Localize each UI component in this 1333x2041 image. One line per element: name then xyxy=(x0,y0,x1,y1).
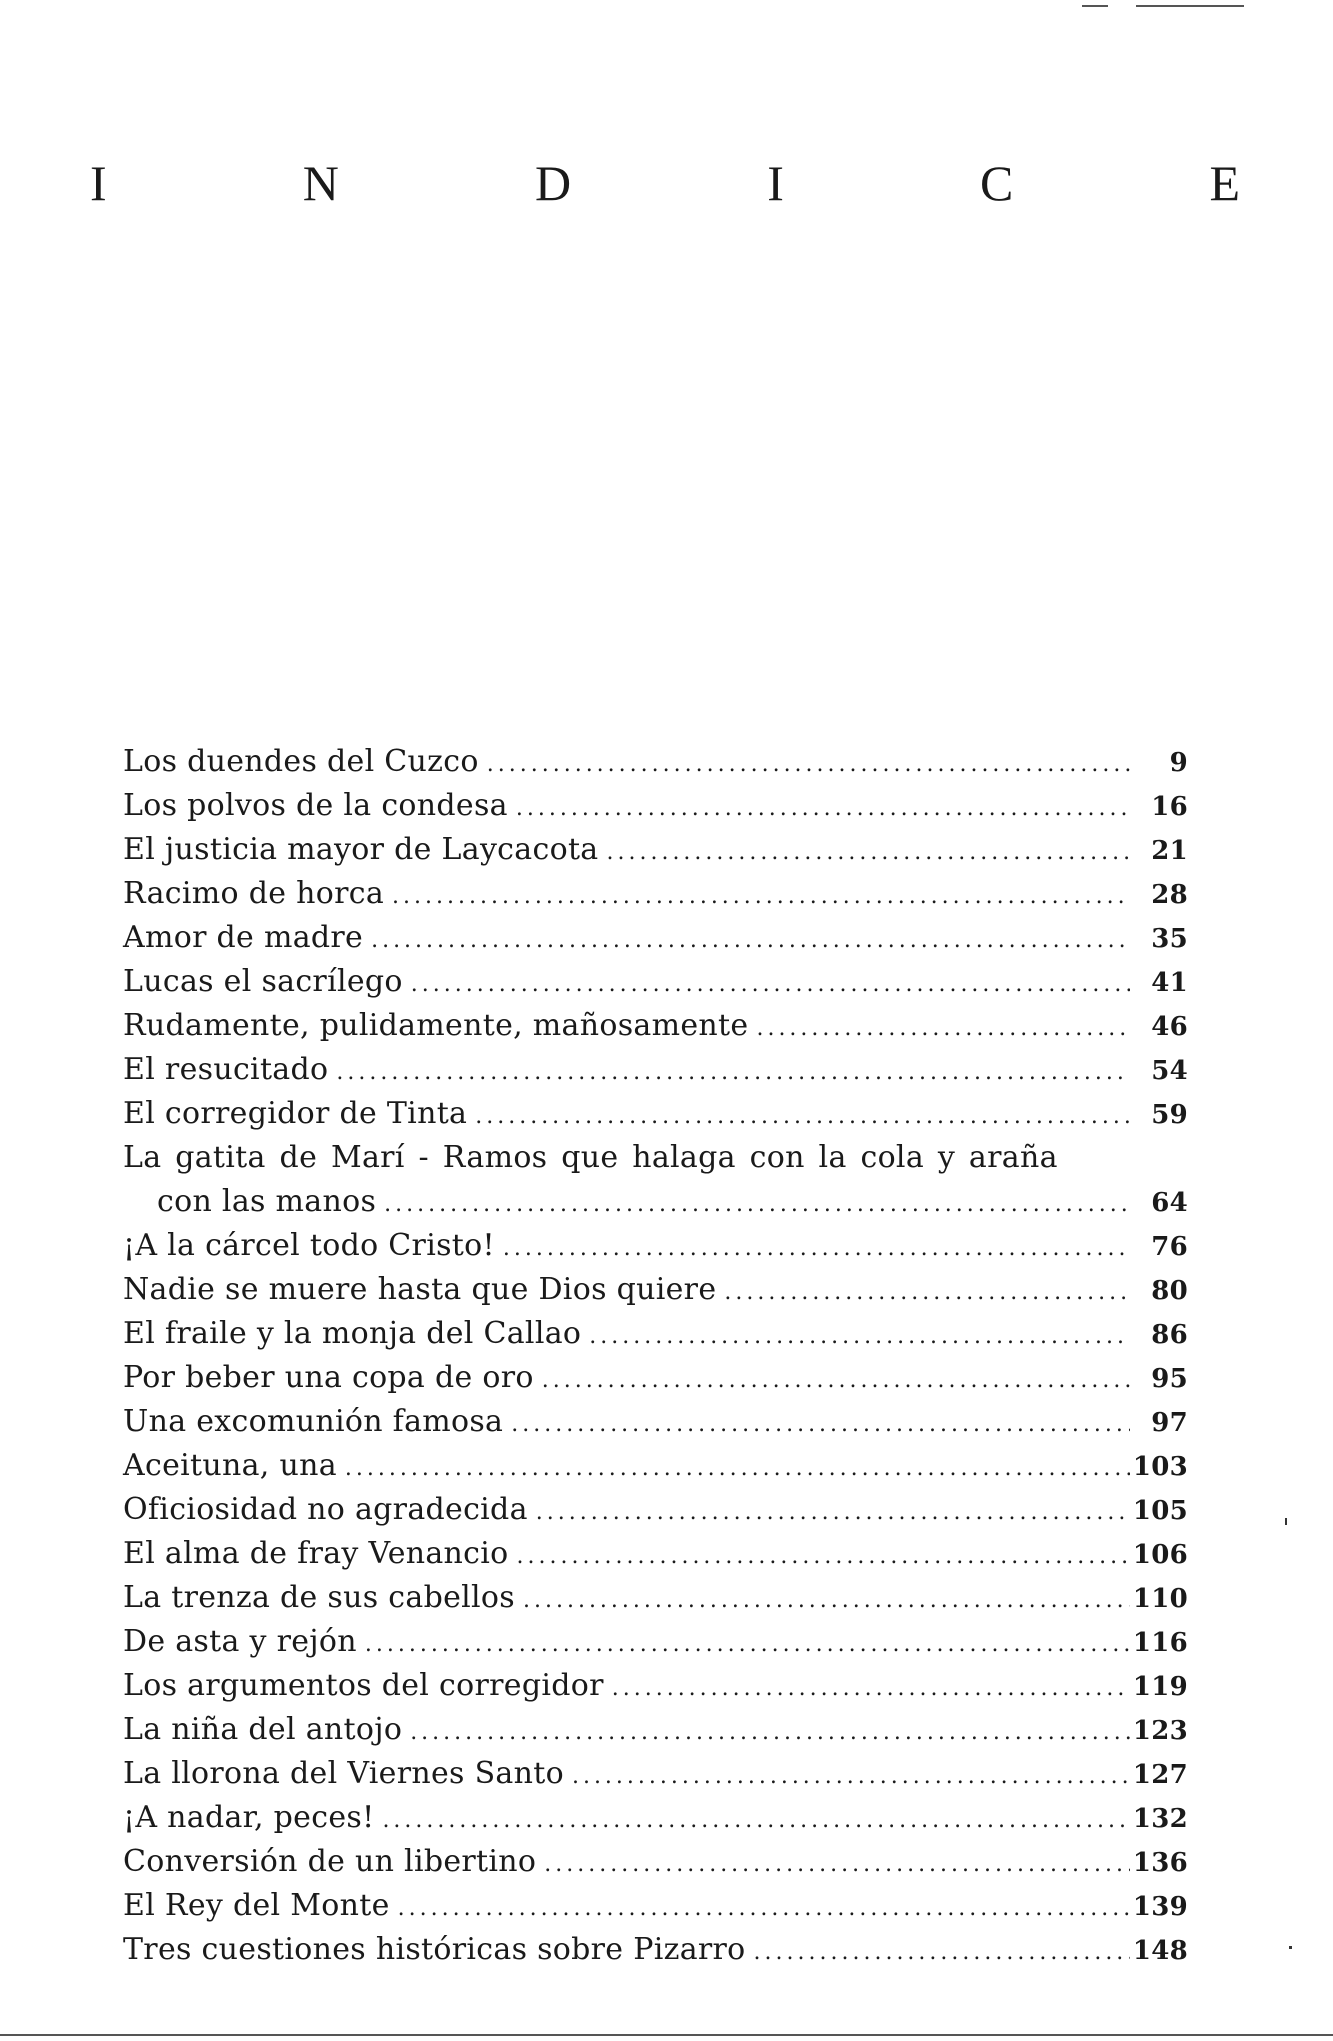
entry-page: 35 xyxy=(1151,924,1188,954)
title-letter: E xyxy=(1209,155,1240,211)
entry-title: Oficiosidad no agradecida xyxy=(123,1492,528,1527)
toc-entry xyxy=(123,1180,1188,1224)
leader-dots xyxy=(536,1491,1130,1535)
entry-page: 95 xyxy=(1151,1364,1188,1394)
entry-page: 103 xyxy=(1132,1452,1188,1482)
leader-dots xyxy=(756,1007,1130,1051)
entry-title-line1: La gatita de Marí - Ramos que halaga con la cola y araña xyxy=(123,1140,1058,1175)
entry-page: 132 xyxy=(1132,1804,1188,1834)
entry-title: Por beber una copa de oro xyxy=(123,1360,534,1395)
toc-entry xyxy=(123,916,1188,960)
entry-title: Los argumentos del corregidor xyxy=(123,1668,604,1703)
entry-page: 9 xyxy=(1169,748,1188,778)
leader-dots xyxy=(542,1359,1130,1403)
leader-dots xyxy=(398,1887,1130,1931)
entry-title: con las manos xyxy=(157,1184,377,1219)
entry-page: 106 xyxy=(1132,1540,1188,1570)
toc-entry xyxy=(123,784,1188,828)
leader-dots xyxy=(371,919,1130,963)
leader-dots xyxy=(724,1271,1130,1315)
entry-title: El Rey del Monte xyxy=(123,1888,390,1923)
entry-title: Amor de madre xyxy=(123,920,364,955)
entry-page: 41 xyxy=(1151,968,1188,998)
title-letter: I xyxy=(90,155,107,211)
title-letter: N xyxy=(302,155,339,211)
leader-dots xyxy=(336,1051,1130,1095)
entry-page: 21 xyxy=(1151,836,1188,866)
toc-entry xyxy=(123,872,1188,916)
entry-page: 116 xyxy=(1132,1628,1188,1658)
entry-title: El corregidor de Tinta xyxy=(123,1096,468,1131)
entry-title: La llorona del Viernes Santo xyxy=(123,1756,564,1791)
leader-dots xyxy=(606,831,1130,875)
entry-title: Conversión de un libertino xyxy=(123,1844,537,1879)
entry-page: 80 xyxy=(1151,1276,1188,1306)
entry-page: 28 xyxy=(1151,880,1188,910)
toc-entry xyxy=(123,1488,1188,1532)
leader-dots xyxy=(612,1667,1130,1711)
toc-entry xyxy=(123,1356,1188,1400)
leader-dots xyxy=(392,875,1130,919)
entry-page: 148 xyxy=(1132,1936,1188,1966)
page-title xyxy=(90,148,1240,218)
leader-dots xyxy=(754,1931,1130,1975)
toc-entry xyxy=(123,1224,1188,1268)
entry-page: 76 xyxy=(1151,1232,1188,1262)
bottom-rule xyxy=(0,2034,1333,2036)
toc-entry xyxy=(123,1004,1188,1048)
scan-speck xyxy=(1285,1518,1287,1525)
entry-title: Aceituna, una xyxy=(123,1448,337,1483)
entry-page: 127 xyxy=(1132,1760,1188,1790)
table-of-contents xyxy=(123,740,1188,1972)
toc-entry xyxy=(123,1400,1188,1444)
entry-title: Los polvos de la condesa xyxy=(123,788,508,823)
leader-dots xyxy=(511,1403,1130,1447)
entry-title: El justicia mayor de Laycacota xyxy=(123,832,599,867)
entry-title: El fraile y la monja del Callao xyxy=(123,1316,582,1351)
entry-page: 105 xyxy=(1132,1496,1188,1526)
toc-entry xyxy=(123,1576,1188,1620)
scan-speck xyxy=(1289,1946,1292,1949)
entry-title: La trenza de sus cabellos xyxy=(123,1580,515,1615)
leader-dots xyxy=(410,1711,1130,1755)
entry-title: Tres cuestiones históricas sobre Pizarro xyxy=(123,1932,746,1967)
leader-dots xyxy=(516,787,1130,831)
leader-dots xyxy=(544,1843,1130,1887)
entry-title: De asta y rejón xyxy=(123,1624,357,1659)
toc-entry xyxy=(123,1092,1188,1136)
toc-entry xyxy=(123,1752,1188,1796)
entry-page: 139 xyxy=(1132,1892,1188,1922)
title-letter: D xyxy=(534,155,572,211)
entry-title: Rudamente, pulidamente, mañosamente xyxy=(123,1008,749,1043)
leader-dots xyxy=(345,1447,1130,1491)
toc-entry xyxy=(123,740,1188,784)
toc-entry xyxy=(123,1928,1188,1972)
title-letter: C xyxy=(979,155,1014,211)
leader-dots xyxy=(589,1315,1130,1359)
top-rule xyxy=(1082,5,1108,7)
leader-dots xyxy=(365,1623,1130,1667)
entry-page: 86 xyxy=(1151,1320,1188,1350)
entry-title: ¡A nadar, peces! xyxy=(123,1800,375,1835)
toc-entry xyxy=(123,1444,1188,1488)
toc-entry xyxy=(123,1532,1188,1576)
entry-page: 46 xyxy=(1151,1012,1188,1042)
entry-page: 119 xyxy=(1132,1672,1188,1702)
leader-dots xyxy=(384,1183,1130,1227)
toc-entry xyxy=(123,828,1188,872)
entry-page: 136 xyxy=(1132,1848,1188,1878)
entry-title: ¡A la cárcel todo Cristo! xyxy=(123,1228,495,1263)
entry-page: 110 xyxy=(1132,1584,1188,1614)
entry-title: El alma de fray Venancio xyxy=(123,1536,509,1571)
entry-page: 59 xyxy=(1151,1100,1188,1130)
leader-dots xyxy=(523,1579,1130,1623)
toc-entry xyxy=(123,1708,1188,1752)
entry-title: La niña del antojo xyxy=(123,1712,403,1747)
entry-title: Nadie se muere hasta que Dios quiere xyxy=(123,1272,717,1307)
toc-entry xyxy=(123,1268,1188,1312)
entry-page: 123 xyxy=(1132,1716,1188,1746)
toc-entry xyxy=(123,1840,1188,1884)
leader-dots xyxy=(475,1095,1130,1139)
leader-dots xyxy=(411,963,1130,1007)
entry-title: Lucas el sacrílego xyxy=(123,964,403,999)
entry-page: 97 xyxy=(1151,1408,1188,1438)
leader-dots xyxy=(382,1799,1130,1843)
toc-entry xyxy=(123,960,1188,1004)
leader-dots xyxy=(487,743,1130,787)
title-letter: I xyxy=(767,155,784,211)
entry-title: Una excomunión famosa xyxy=(123,1404,504,1439)
entry-title: Racimo de horca xyxy=(123,876,385,911)
entry-page: 16 xyxy=(1151,792,1188,822)
toc-entry xyxy=(123,1620,1188,1664)
entry-title: El resucitado xyxy=(123,1052,329,1087)
leader-dots xyxy=(517,1535,1130,1579)
entry-page: 64 xyxy=(1151,1188,1188,1218)
toc-entry xyxy=(123,1796,1188,1840)
toc-entry xyxy=(123,1312,1188,1356)
toc-entry xyxy=(123,1664,1188,1708)
toc-entry xyxy=(123,1048,1188,1092)
entry-page: 54 xyxy=(1151,1056,1188,1086)
entry-title: Los duendes del Cuzco xyxy=(123,744,479,779)
leader-dots xyxy=(503,1227,1130,1271)
leader-dots xyxy=(572,1755,1130,1799)
top-rule xyxy=(1136,5,1244,7)
toc-entry xyxy=(123,1884,1188,1928)
